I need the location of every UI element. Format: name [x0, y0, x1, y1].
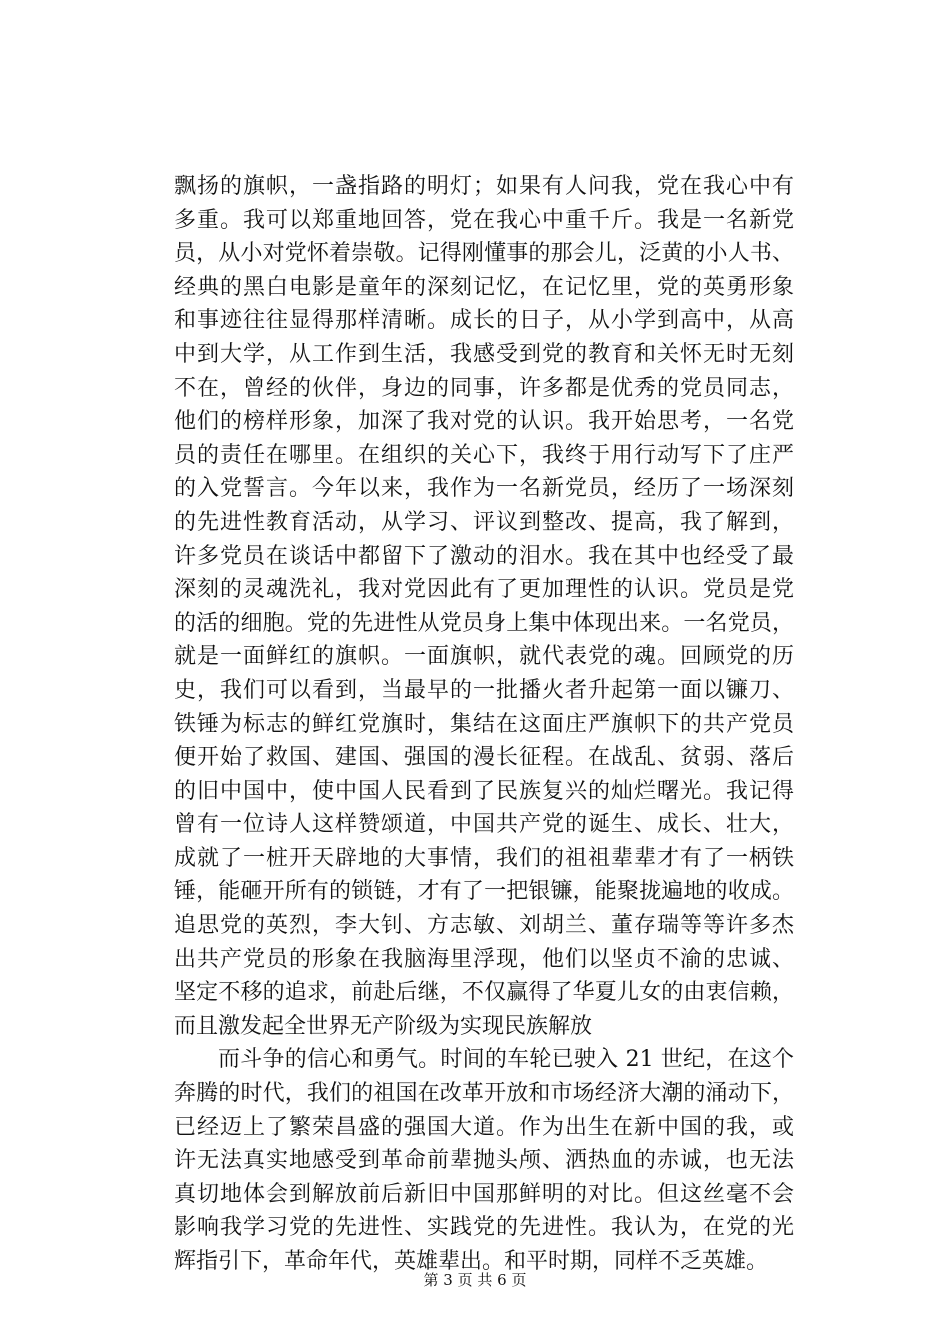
- text-line: 不在，曾经的伙伴，身边的同事，许多都是优秀的党员同志，: [174, 375, 794, 401]
- text-line: 追思党的英烈，李大钊、方志敏、刘胡兰、董存瑞等等许多杰: [174, 913, 794, 939]
- page-number: 第 3 页 共 6 页: [423, 1271, 527, 1289]
- text-line: 曾有一位诗人这样赞颂道，中国共产党的诞生、成长、壮大，: [174, 812, 794, 838]
- body-text: [174, 170, 794, 1279]
- text-line: 已经迈上了繁荣昌盛的强国大道。作为出生在新中国的我，或: [174, 1114, 794, 1140]
- text-line: 员，从小对党怀着崇敬。记得刚懂事的那会儿，泛黄的小人书、: [174, 241, 794, 267]
- text-line: 而斗争的信心和勇气。时间的车轮已驶入 21 世纪，在这个: [218, 1047, 794, 1073]
- text-line: 中到大学，从工作到生活，我感受到党的教育和关怀无时无刻: [174, 341, 794, 367]
- text-line: 许无法真实地感受到革命前辈抛头颅、洒热血的赤诚，也无法: [174, 1148, 794, 1174]
- text-line: 史，我们可以看到，当最早的一批播火者升起第一面以镰刀、: [174, 677, 794, 703]
- text-line: 深刻的灵魂洗礼，我对党因此有了更加理性的认识。党员是党: [174, 577, 794, 603]
- text-line: 员的责任在哪里。在组织的关心下，我终于用行动写下了庄严: [174, 442, 794, 468]
- text-line: 和事迹往往显得那样清晰。成长的日子，从小学到高中，从高: [174, 308, 794, 334]
- text-line: 就是一面鲜红的旗帜。一面旗帜，就代表党的魂。回顾党的历: [174, 644, 794, 670]
- paragraph-2: [174, 1043, 794, 1278]
- text-line: 的入党誓言。今年以来，我作为一名新党员，经历了一场深刻: [174, 476, 794, 502]
- text-line: 铁锤为标志的鲜红党旗时，集结在这面庄严旗帜下的共产党员: [174, 711, 794, 737]
- page-footer: [0, 1270, 950, 1290]
- text-line: 的活的细胞。党的先进性从党员身上集中体现出来。一名党员，: [174, 610, 794, 636]
- text-line: 辉指引下，革命年代，英雄辈出。和平时期，同样不乏英雄。: [174, 1249, 769, 1274]
- text-line: 的先进性教育活动，从学习、评议到整改、提高，我了解到，: [174, 509, 794, 535]
- text-line: 锤，能砸开所有的锁链，才有了一把银镰，能聚拢遍地的收成。: [174, 879, 794, 905]
- text-line: 便开始了救国、建国、强国的漫长征程。在战乱、贫弱、落后: [174, 745, 794, 771]
- text-line: 的旧中国中，使中国人民看到了民族复兴的灿烂曙光。我记得: [174, 778, 794, 804]
- paragraph-1: [174, 170, 794, 1043]
- text-line: 真切地体会到解放前后新旧中国那鲜明的对比。但这丝毫不会: [174, 1181, 794, 1207]
- text-line: 坚定不移的追求，前赴后继，不仅赢得了华夏儿女的由衷信赖，: [174, 980, 794, 1006]
- text-line: 成就了一桩开天辟地的大事情，我们的祖祖辈辈才有了一柄铁: [174, 845, 794, 871]
- text-line: 经典的黑白电影是童年的深刻记忆，在记忆里，党的英勇形象: [174, 274, 794, 300]
- text-line: 飘扬的旗帜，一盏指路的明灯；如果有人问我，党在我心中有: [174, 174, 794, 199]
- text-line: 他们的榜样形象，加深了我对党的认识。我开始思考，一名党: [174, 409, 794, 435]
- text-line: 奔腾的时代，我们的祖国在改革开放和市场经济大潮的涌动下，: [174, 1081, 794, 1107]
- text-line: 多重。我可以郑重地回答，党在我心中重千斤。我是一名新党: [174, 207, 794, 233]
- text-line: 许多党员在谈话中都留下了激动的泪水。我在其中也经受了最: [174, 543, 794, 569]
- text-line: 而且激发起全世界无产阶级为实现民族解放: [174, 1013, 593, 1039]
- text-line: 影响我学习党的先进性、实践党的先进性。我认为，在党的光: [174, 1215, 794, 1241]
- text-line: 出共产党员的形象在我脑海里浮现，他们以坚贞不渝的忠诚、: [174, 946, 794, 972]
